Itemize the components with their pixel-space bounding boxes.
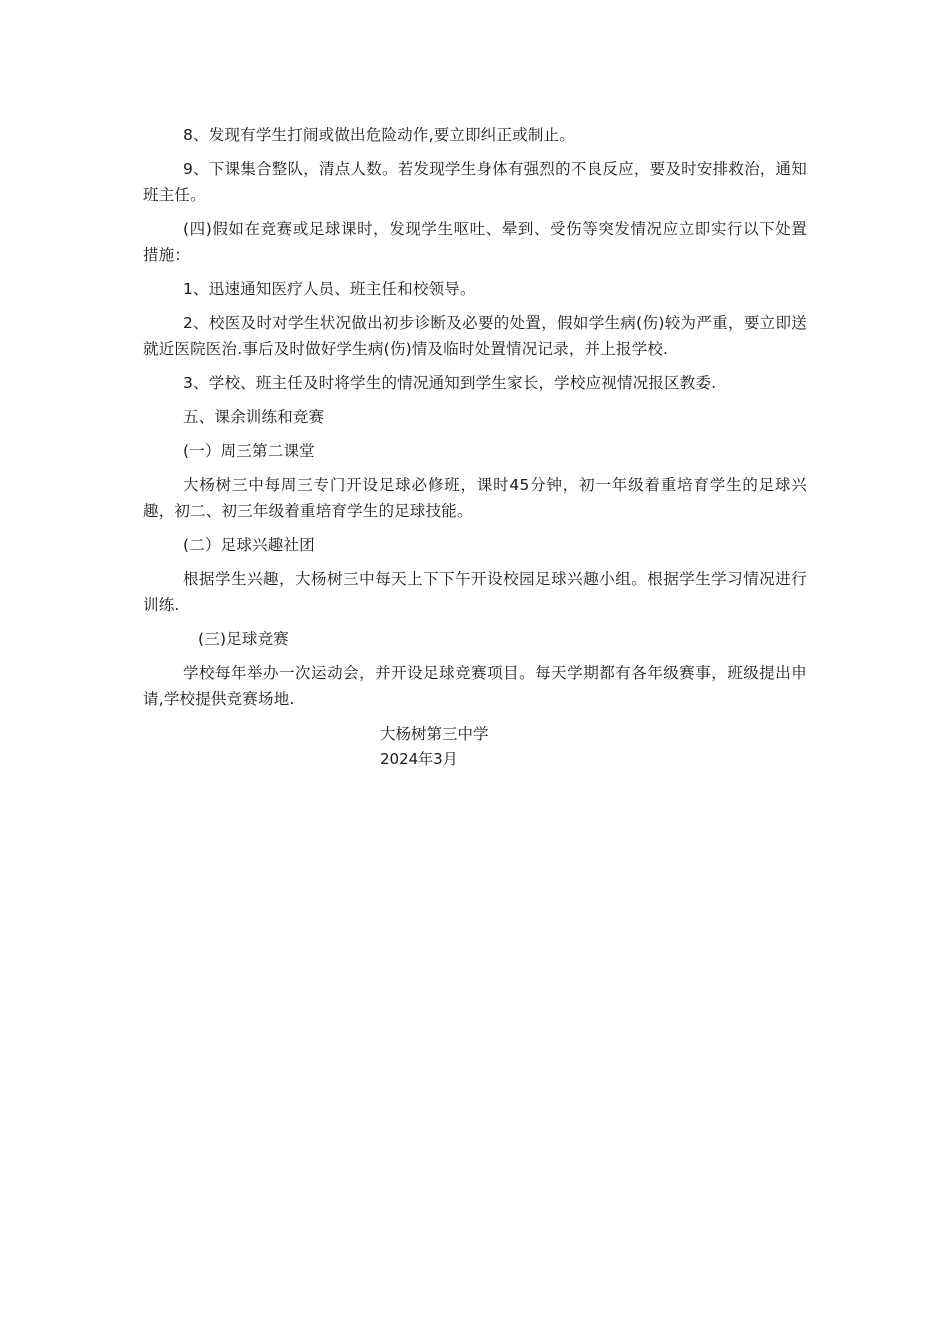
- signature-organization: 大杨树第三中学: [380, 725, 489, 743]
- emergency-step-2: 2、校医及时对学生状况做出初步诊断及必要的处置，假如学生病(伤)较为严重，要立即送就近医院医治.事后及时做好学生病(伤)情及临时处置情况记录，并上报学校.: [143, 314, 807, 358]
- section-five-heading: 五、课余训练和竞赛: [183, 408, 325, 426]
- subsection-3-heading: (三)足球竞赛: [198, 630, 289, 648]
- emergency-step-1: 1、迅速通知医疗人员、班主任和校领导。: [183, 280, 476, 298]
- paragraph-item-8: 8、发现有学生打闹或做出危险动作,要立即纠正或制止。: [183, 126, 575, 144]
- subsection-1-body: 大杨树三中每周三专门开设足球必修班，课时45分钟，初一年级着重培育学生的足球兴趣，初二、初三年级着重培育学生的足球技能。: [143, 476, 807, 520]
- signature-date: 2024年3月: [380, 750, 458, 768]
- emergency-step-3: 3、学校、班主任及时将学生的情况通知到学生家长，学校应视情况报区教委.: [183, 374, 717, 392]
- subsection-2-body: 根据学生兴趣，大杨树三中每天上下下午开设校园足球兴趣小组。根据学生学习情况进行训练.: [143, 570, 807, 614]
- subsection-3-body: 学校每年举办一次运动会，并开设足球竞赛项目。每天学期都有各年级赛事，班级提出申请,学校提供竞赛场地.: [143, 664, 807, 708]
- signature-block: [380, 722, 489, 772]
- section-emergency-heading: (四)假如在竞赛或足球课时，发现学生呕吐、晕到、受伤等突发情况应立即实行以下处置措施：: [143, 220, 807, 264]
- subsection-1-heading: (一）周三第二课堂: [183, 442, 315, 460]
- paragraph-item-9: 9、下课集合整队，清点人数。若发现学生身体有强烈的不良反应，要及时安排救治，通知班主任。: [143, 160, 807, 204]
- subsection-2-heading: (二）足球兴趣社团: [183, 536, 315, 554]
- document-body: [143, 122, 807, 720]
